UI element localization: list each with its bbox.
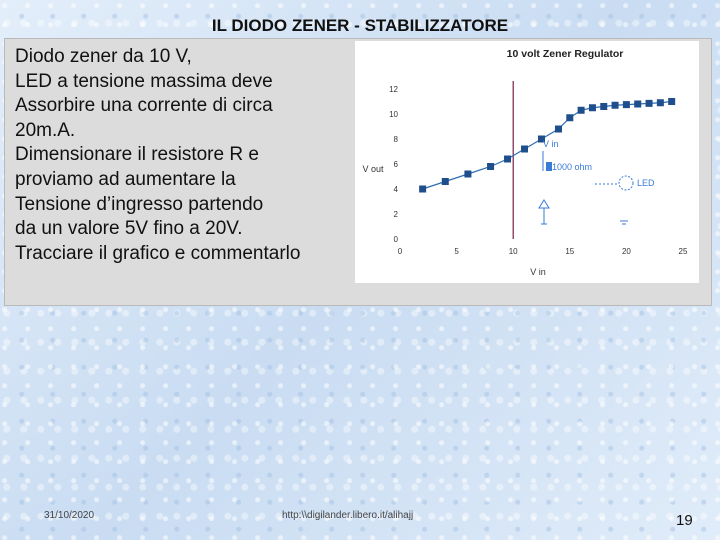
- data-point: [612, 102, 619, 109]
- x-tick-label: 5: [454, 247, 459, 256]
- body-line: Diodo zener da 10 V,: [15, 46, 192, 67]
- data-point: [668, 98, 675, 105]
- slide-title: IL DIODO ZENER - STABILIZZATORE: [211, 16, 509, 35]
- data-point: [442, 178, 449, 185]
- y-tick-label: 10: [389, 110, 398, 119]
- footer-url: http:\\digilander.libero.it/alihajj: [282, 510, 414, 521]
- body-line: proviamo ad aumentare la: [15, 168, 236, 190]
- body-line: Tensione d’ingresso partendo: [15, 193, 264, 215]
- circuit-schematic: [539, 139, 655, 224]
- y-tick-label: 8: [393, 135, 398, 144]
- content-box: [4, 38, 712, 306]
- y-tick-label: 0: [393, 235, 398, 244]
- x-tick-label: 25: [678, 247, 688, 256]
- x-tick-label: 15: [565, 247, 575, 256]
- y-tick-label: 2: [393, 210, 398, 219]
- data-point: [504, 156, 511, 163]
- body-line: Assorbire una corrente di circa: [15, 95, 273, 117]
- footer-date: 31/10/2020: [44, 510, 95, 521]
- zener-chart: [355, 41, 699, 283]
- body-line: LED a tensione massima deve: [15, 70, 273, 92]
- x-axis-label: V in: [530, 267, 546, 277]
- chart-panel: [355, 41, 699, 283]
- data-point: [566, 114, 573, 121]
- data-point: [521, 146, 528, 153]
- led-label: LED: [637, 178, 655, 188]
- data-point: [589, 104, 596, 111]
- x-tick-label: 0: [397, 247, 403, 256]
- source-arrow-icon: [539, 200, 549, 208]
- data-point: [578, 107, 585, 114]
- body-text: [15, 45, 360, 266]
- data-point: [657, 99, 664, 106]
- data-point: [623, 101, 630, 108]
- page-number: 19: [676, 512, 693, 529]
- body-line: Tracciare il grafico e commentarlo: [15, 242, 301, 264]
- x-tick-label: 10: [508, 247, 518, 256]
- x-tick-label: 20: [621, 247, 631, 256]
- body-line: 20m.A.: [15, 119, 76, 141]
- vin-label: V in: [543, 139, 559, 149]
- data-point: [555, 126, 562, 133]
- y-tick-label: 6: [393, 160, 398, 169]
- y-axis-label: V out: [362, 164, 384, 174]
- y-tick-label: 12: [389, 85, 398, 94]
- chart-title: 10 volt Zener Regulator: [506, 48, 624, 60]
- resistor-label: 1000 ohm: [552, 162, 593, 172]
- data-point: [646, 100, 653, 107]
- y-tick-label: 4: [393, 185, 398, 194]
- data-point: [487, 163, 494, 170]
- data-point: [464, 171, 471, 178]
- body-line: Dimensionare il resistore R e: [15, 144, 259, 166]
- data-point: [600, 103, 607, 110]
- data-point: [419, 186, 426, 193]
- led-circle-icon: [619, 176, 633, 190]
- body-line: da un valore 5V fino a 20V.: [15, 218, 243, 240]
- data-point: [634, 101, 641, 108]
